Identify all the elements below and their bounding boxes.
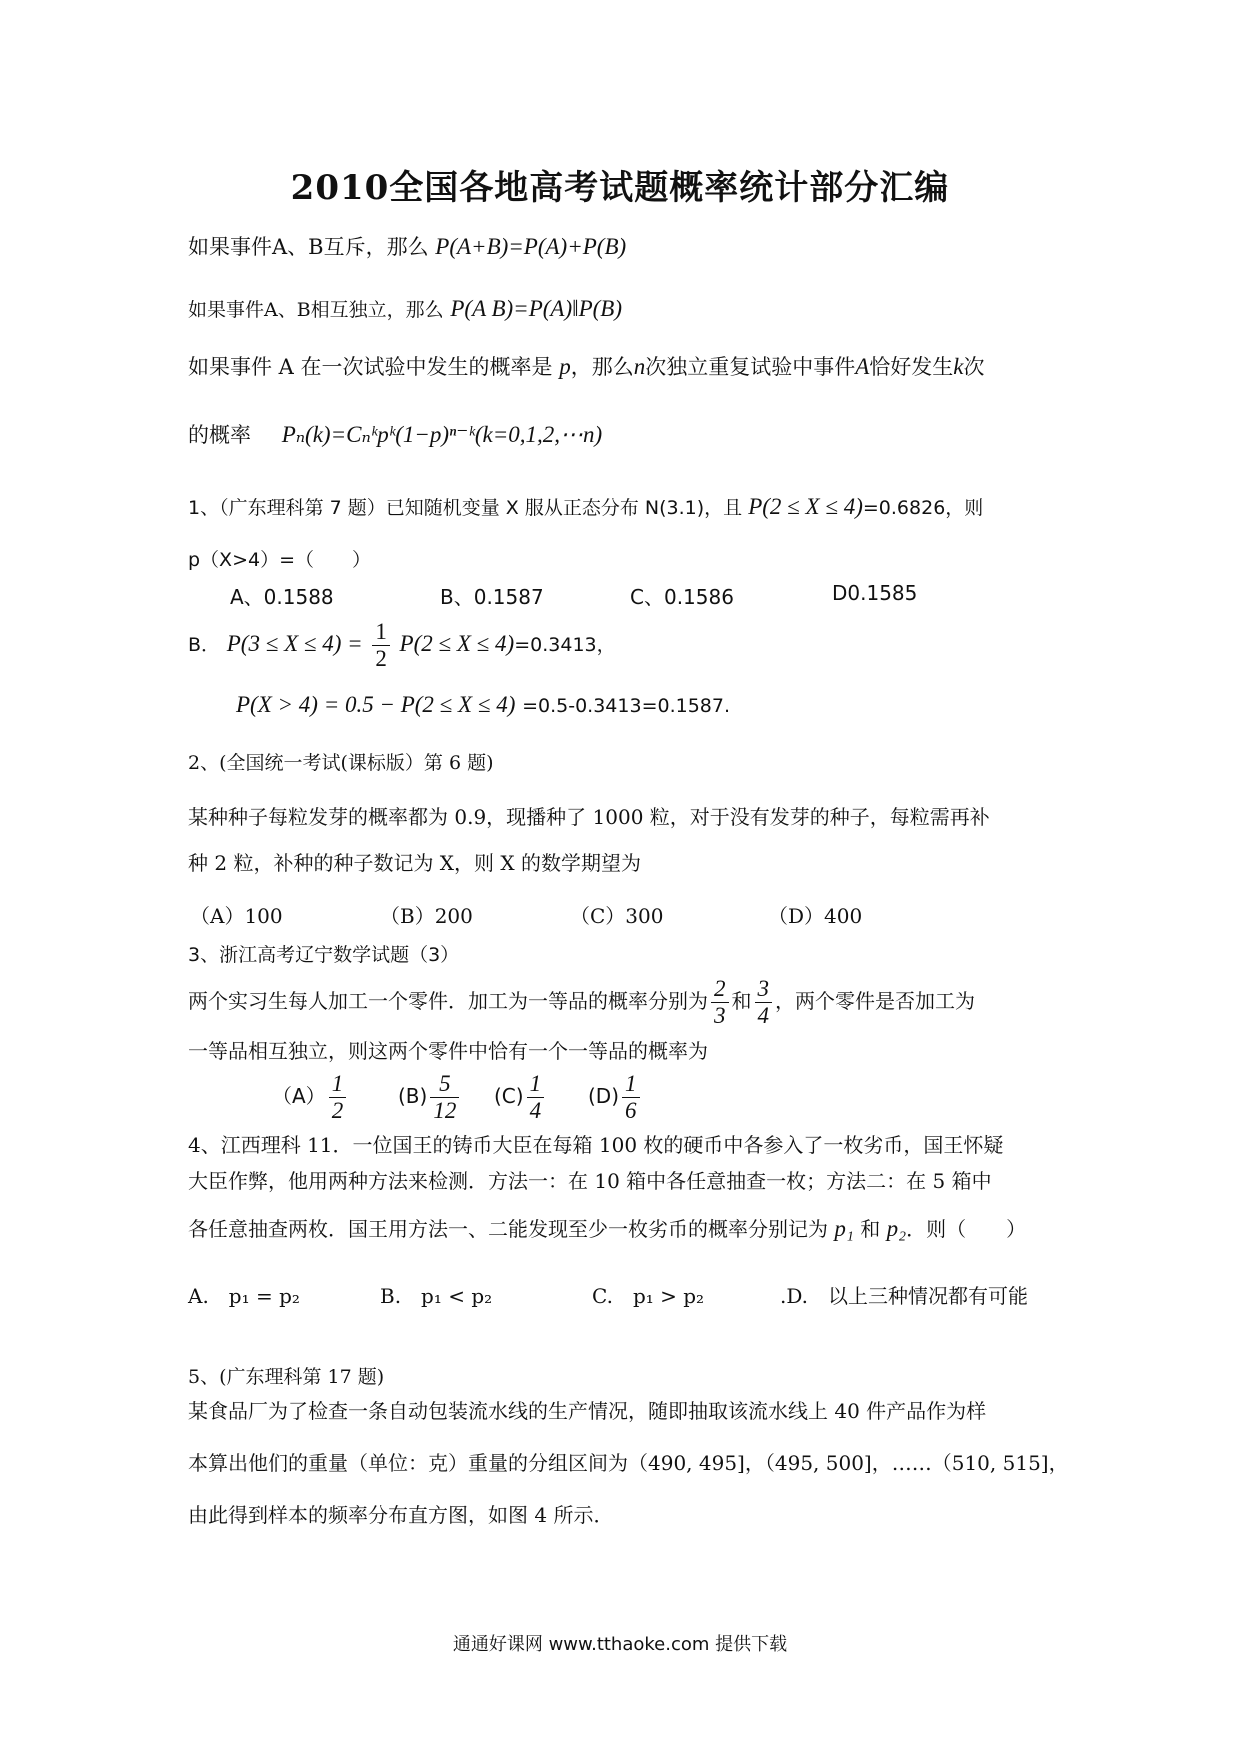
q3-option-d-fraction [622,1071,640,1124]
q3-option-b-den: 12 [433,1098,457,1123]
document-title: 2010全国各地高考试题概率统计部分汇编 [290,168,950,208]
q5-stem-line2: 本算出他们的重量（单位：克）重量的分组区间为（490, 495]，（495, 500]，……（510, 515]， [188,1451,1069,1475]
q4-stem-3b: 和 [860,1217,881,1241]
q4-p1: p₁ [834,1216,854,1241]
q5-stem-line3: 由此得到样本的频率分布直方图，如图 4 所示． [188,1503,614,1527]
q1-answer-formula-1a: P(3 ≤ X ≤ 4) = [226,631,363,656]
q3-option-b-label: (B) [398,1084,428,1108]
q3-option-a [272,1068,349,1124]
q3-option-c-den: 4 [529,1098,542,1123]
q4-option-b: B. p₁ < p₂ [380,1284,493,1308]
q5-heading: 5、(广东理科第 17 题) [188,1366,385,1388]
q4-stem-line1: 4、江西理科 11．一位国王的铸币大臣在每箱 100 枚的硬币中各参入了一枚劣币，国王怀疑 [188,1133,1004,1157]
q3-fraction-1 [711,976,729,1029]
q2-stem-line1: 某种种子每粒发芽的概率都为 0.9，现播种了 1000 粒，对于没有发芽的种子，每粒需再补 [188,805,990,829]
q1-stem-2: =0.6826，则 [862,497,984,519]
q3-stem-line2: 一等品相互独立，则这两个零件中恰有一个一等品的概率为 [188,1039,708,1063]
q3-option-b-fraction [430,1071,459,1124]
mutex-formula: P(A+B)=P(A)+P(B) [435,234,627,259]
q3-option-d [588,1068,643,1124]
q4-option-d: .D. 以上三种情况都有可能 [780,1284,1029,1308]
q4-option-c: C. p₁ > p₂ [592,1284,705,1308]
q1-answer-frac-den: 2 [375,646,387,671]
q2-heading: 2、(全国统一考试(课标版）第 6 题) [188,752,494,774]
q2-option-a: （A）100 [190,904,283,928]
page-footer: 通通好课网 www.tthaoke.com 提供下载 [452,1634,788,1655]
q1-stem-formula: P(2 ≤ X ≤ 4) [748,494,863,519]
binom-text-6: 的概率 [188,423,251,447]
q2-option-b: （B）200 [380,904,473,928]
q1-answer-formula-1b: P(2 ≤ X ≤ 4) [399,631,515,656]
q3-option-c [494,1068,547,1124]
q3-heading: 3、浙江高考辽宁数学试题（3） [188,944,460,966]
binom-p: p [559,354,571,379]
binom-a: A [855,354,870,379]
q3-option-c-label: (C) [494,1084,524,1108]
q1-option-b: B、0.1587 [440,585,544,609]
mutex-text: 如果事件A、B互斥，那么 [188,235,429,259]
q4-stem-line2: 大臣作弊，他用两种方法来检测．方法一：在 10 箱中各任意抽查一枚；方法二：在 5 箱中 [188,1169,992,1193]
q1-answer-value-2: =0.5-0.3413=0.1587. [522,695,731,717]
q1-answer-fraction [372,619,390,672]
q4-stem-line3 [188,1214,1026,1244]
q3-frac1-num: 2 [711,976,729,1003]
q1-option-d: D0.1585 [832,581,918,605]
q1-answer-line2 [236,690,730,721]
binom-text-5: 次 [963,355,985,379]
q2-option-d: （D）400 [768,904,863,928]
q1-answer-formula-2: P(X > 4) = 0.5 − P(2 ≤ X ≤ 4) [236,692,516,717]
binomial-rule-line1 [188,352,984,382]
q4-option-a: A. p₁ = p₂ [188,1284,300,1308]
q3-option-a-fraction [329,1071,347,1124]
q3-frac2-num: 3 [755,976,773,1003]
binom-text-2: ，那么 [570,355,634,379]
binom-n: n [633,354,646,379]
indep-text: 如果事件A、B相互独立，那么 [188,299,444,321]
binom-text-1: 如果事件 A 在一次试验中发生的概率是 [188,355,553,379]
q3-option-d-den: 6 [625,1098,637,1123]
q3-fraction-2 [755,976,773,1029]
q3-frac1-den: 3 [714,1003,726,1028]
mutex-rule [188,232,626,262]
q1-option-a: A、0.1588 [230,585,334,609]
binom-text-4: 恰好发生 [869,355,954,379]
q3-stem-and: 和 [731,989,752,1013]
independence-rule [188,294,622,325]
q3-option-b [398,1068,462,1124]
binom-text-3: 次独立重复试验中事件 [645,355,856,379]
q3-option-a-den: 2 [331,1098,344,1123]
q4-stem-3a: 各任意抽查两枚．国王用方法一、二能发现至少一枚劣币的概率分别记为 [188,1217,828,1241]
q3-option-c-fraction [527,1071,545,1124]
q1-stem-line2: p（X>4）=（ ） [188,549,372,571]
binomial-rule-line2 [188,420,602,450]
q3-option-d-label: (D) [588,1084,620,1108]
q3-frac2-den: 4 [757,1003,769,1028]
q3-stem-1a: 两个实习生每人加工一个零件．加工为一等品的概率分别为 [188,989,708,1013]
binom-formula: Pₙ(k)=Cₙᵏpᵏ(1−p)ⁿ⁻ᵏ(k=0,1,2,⋯n) [281,422,603,447]
q5-stem-line1: 某食品厂为了检查一条自动包装流水线的生产情况，随即抽取该流水线上 40 件产品作为样 [188,1399,987,1423]
q1-option-c: C、0.1586 [630,585,734,609]
q3-option-d-num: 1 [622,1071,640,1098]
q1-stem-line1 [188,492,983,523]
q1-stem-1: 1、（广东理科第 7 题）已知随机变量 X 服从正态分布 N(3.1)，且 [188,497,743,519]
q4-p2: p₂ [886,1216,907,1241]
q3-option-c-num: 1 [527,1071,545,1098]
q1-answer-frac-num: 1 [372,619,390,646]
q4-stem-3c: ．则（ ） [906,1217,1027,1241]
q2-stem-line2: 种 2 粒，补种的种子数记为 X，则 X 的数学期望为 [188,851,641,875]
q1-answer-label: B． [188,634,221,656]
indep-formula: P(A B)=P(A)‖P(B) [450,296,622,321]
q3-option-a-num: 1 [329,1071,347,1098]
q3-option-a-label: （A） [272,1084,326,1108]
q3-option-b-num: 5 [430,1071,459,1098]
q3-stem-1b: ，两个零件是否加工为 [775,989,975,1013]
q2-option-c: （C）300 [570,904,664,928]
binom-k: k [953,354,964,379]
q1-answer-value-1: =0.3413， [514,634,616,656]
q3-stem-line1 [188,972,975,1030]
q1-answer-line1 [188,614,616,675]
